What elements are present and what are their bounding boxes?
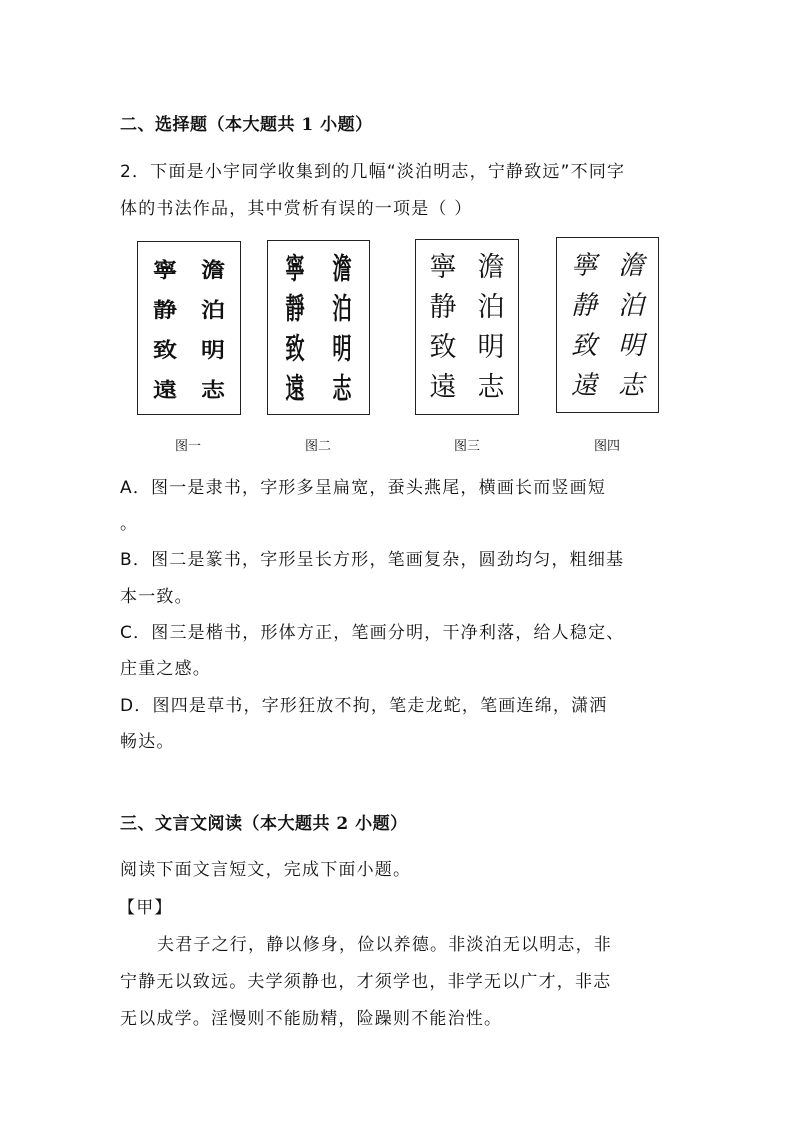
calligraphy-char: 澹 bbox=[617, 251, 644, 281]
calligraphy-char: 静 bbox=[429, 292, 457, 323]
option-a-line1: A．图一是隶书，字形多呈扁宽，蚕头燕尾，横画长而竖画短 bbox=[120, 478, 607, 498]
passage-line2: 宁静无以致远。夫学须静也，才须学也，非学无以广才，非志 bbox=[120, 972, 612, 992]
calligraphy-char: 明 bbox=[332, 331, 352, 366]
option-c-line2: 庄重之感。 bbox=[120, 659, 211, 679]
calligraphy-char: 志 bbox=[477, 372, 505, 403]
calligraphy-char: 澹 bbox=[477, 252, 505, 283]
figure-1-right-column bbox=[192, 250, 234, 406]
figure-2-left-column bbox=[274, 249, 316, 406]
question-text-line2: 体的书法作品，其中赏析有误的一项是（ ） bbox=[120, 199, 473, 219]
section3-heading: 三、文言文阅读（本大题共 2 小题） bbox=[120, 814, 408, 834]
calligraphy-char: 泊 bbox=[617, 291, 644, 321]
reading-instruction: 阅读下面文言短文，完成下面小题。 bbox=[120, 860, 412, 880]
option-c-line1: C．图三是楷书，形体方正，笔画分明，干净利落，给人稳定、 bbox=[120, 623, 625, 643]
calligraphy-char: 静 bbox=[570, 291, 597, 321]
figure-4-right-column bbox=[610, 246, 652, 404]
calligraphy-char: 静 bbox=[153, 298, 177, 322]
option-a-line2: 。 bbox=[120, 514, 139, 534]
passage-label: 【甲】 bbox=[118, 898, 173, 918]
calligraphy-char: 明 bbox=[201, 338, 225, 362]
calligraphy-char: 寧 bbox=[570, 251, 597, 281]
calligraphy-char: 明 bbox=[477, 332, 505, 363]
question-text-line1: 2．下面是小宇同学收集到的几幅“淡泊明志，宁静致远”不同字 bbox=[120, 162, 626, 182]
figure-2-right-column bbox=[321, 249, 363, 406]
passage-line3: 无以成学。淫慢则不能励精，险躁则不能治性。 bbox=[120, 1009, 503, 1029]
calligraphy-char: 致 bbox=[429, 332, 457, 363]
calligraphy-char: 致 bbox=[285, 331, 305, 366]
calligraphy-char: 明 bbox=[617, 331, 644, 361]
calligraphy-char: 致 bbox=[570, 331, 597, 361]
calligraphy-char: 遠 bbox=[153, 378, 177, 402]
option-b-line1: B．图二是篆书，字形呈长方形，笔画复杂，圆劲均匀，粗细基 bbox=[120, 550, 625, 570]
calligraphy-figure-1 bbox=[137, 241, 241, 415]
calligraphy-char: 寧 bbox=[429, 252, 457, 283]
calligraphy-char: 遠 bbox=[570, 371, 597, 401]
calligraphy-char: 泊 bbox=[201, 298, 225, 322]
option-d-line2: 畅达。 bbox=[120, 732, 175, 752]
calligraphy-char: 澹 bbox=[201, 258, 225, 282]
option-d-line1: D．图四是草书，字形狂放不拘，笔走龙蛇，笔画连绵，潇洒 bbox=[120, 696, 608, 716]
calligraphy-char: 靜 bbox=[285, 291, 305, 326]
calligraphy-char: 泊 bbox=[477, 292, 505, 323]
figure-1-left-column bbox=[144, 250, 186, 406]
calligraphy-figure-2 bbox=[267, 240, 370, 415]
calligraphy-figure-4 bbox=[556, 237, 659, 413]
figure-3-caption: 图三 bbox=[453, 439, 480, 454]
figure-2-caption: 图二 bbox=[304, 439, 331, 454]
calligraphy-char: 泊 bbox=[332, 291, 352, 326]
calligraphy-char: 志 bbox=[332, 371, 352, 406]
calligraphy-char: 遠 bbox=[285, 371, 305, 406]
calligraphy-char: 致 bbox=[153, 338, 177, 362]
figure-4-caption: 图四 bbox=[593, 439, 620, 454]
section2-heading: 二、选择题（本大题共 1 小题） bbox=[120, 115, 373, 135]
calligraphy-char: 寧 bbox=[153, 258, 177, 282]
calligraphy-char: 遠 bbox=[429, 372, 457, 403]
option-b-line2: 本一致。 bbox=[120, 587, 193, 607]
passage-line1: 夫君子之行，静以修身，俭以养德。非淡泊无以明志，非 bbox=[157, 935, 612, 955]
calligraphy-char: 寧 bbox=[285, 251, 305, 286]
figure-3-right-column bbox=[470, 248, 512, 406]
figure-3-left-column bbox=[422, 248, 464, 406]
calligraphy-char: 志 bbox=[201, 378, 225, 402]
calligraphy-char: 澹 bbox=[332, 251, 352, 286]
figure-4-left-column bbox=[563, 246, 605, 404]
calligraphy-char: 志 bbox=[617, 371, 644, 401]
figure-1-caption: 图一 bbox=[174, 439, 201, 454]
calligraphy-figure-3 bbox=[415, 239, 519, 415]
